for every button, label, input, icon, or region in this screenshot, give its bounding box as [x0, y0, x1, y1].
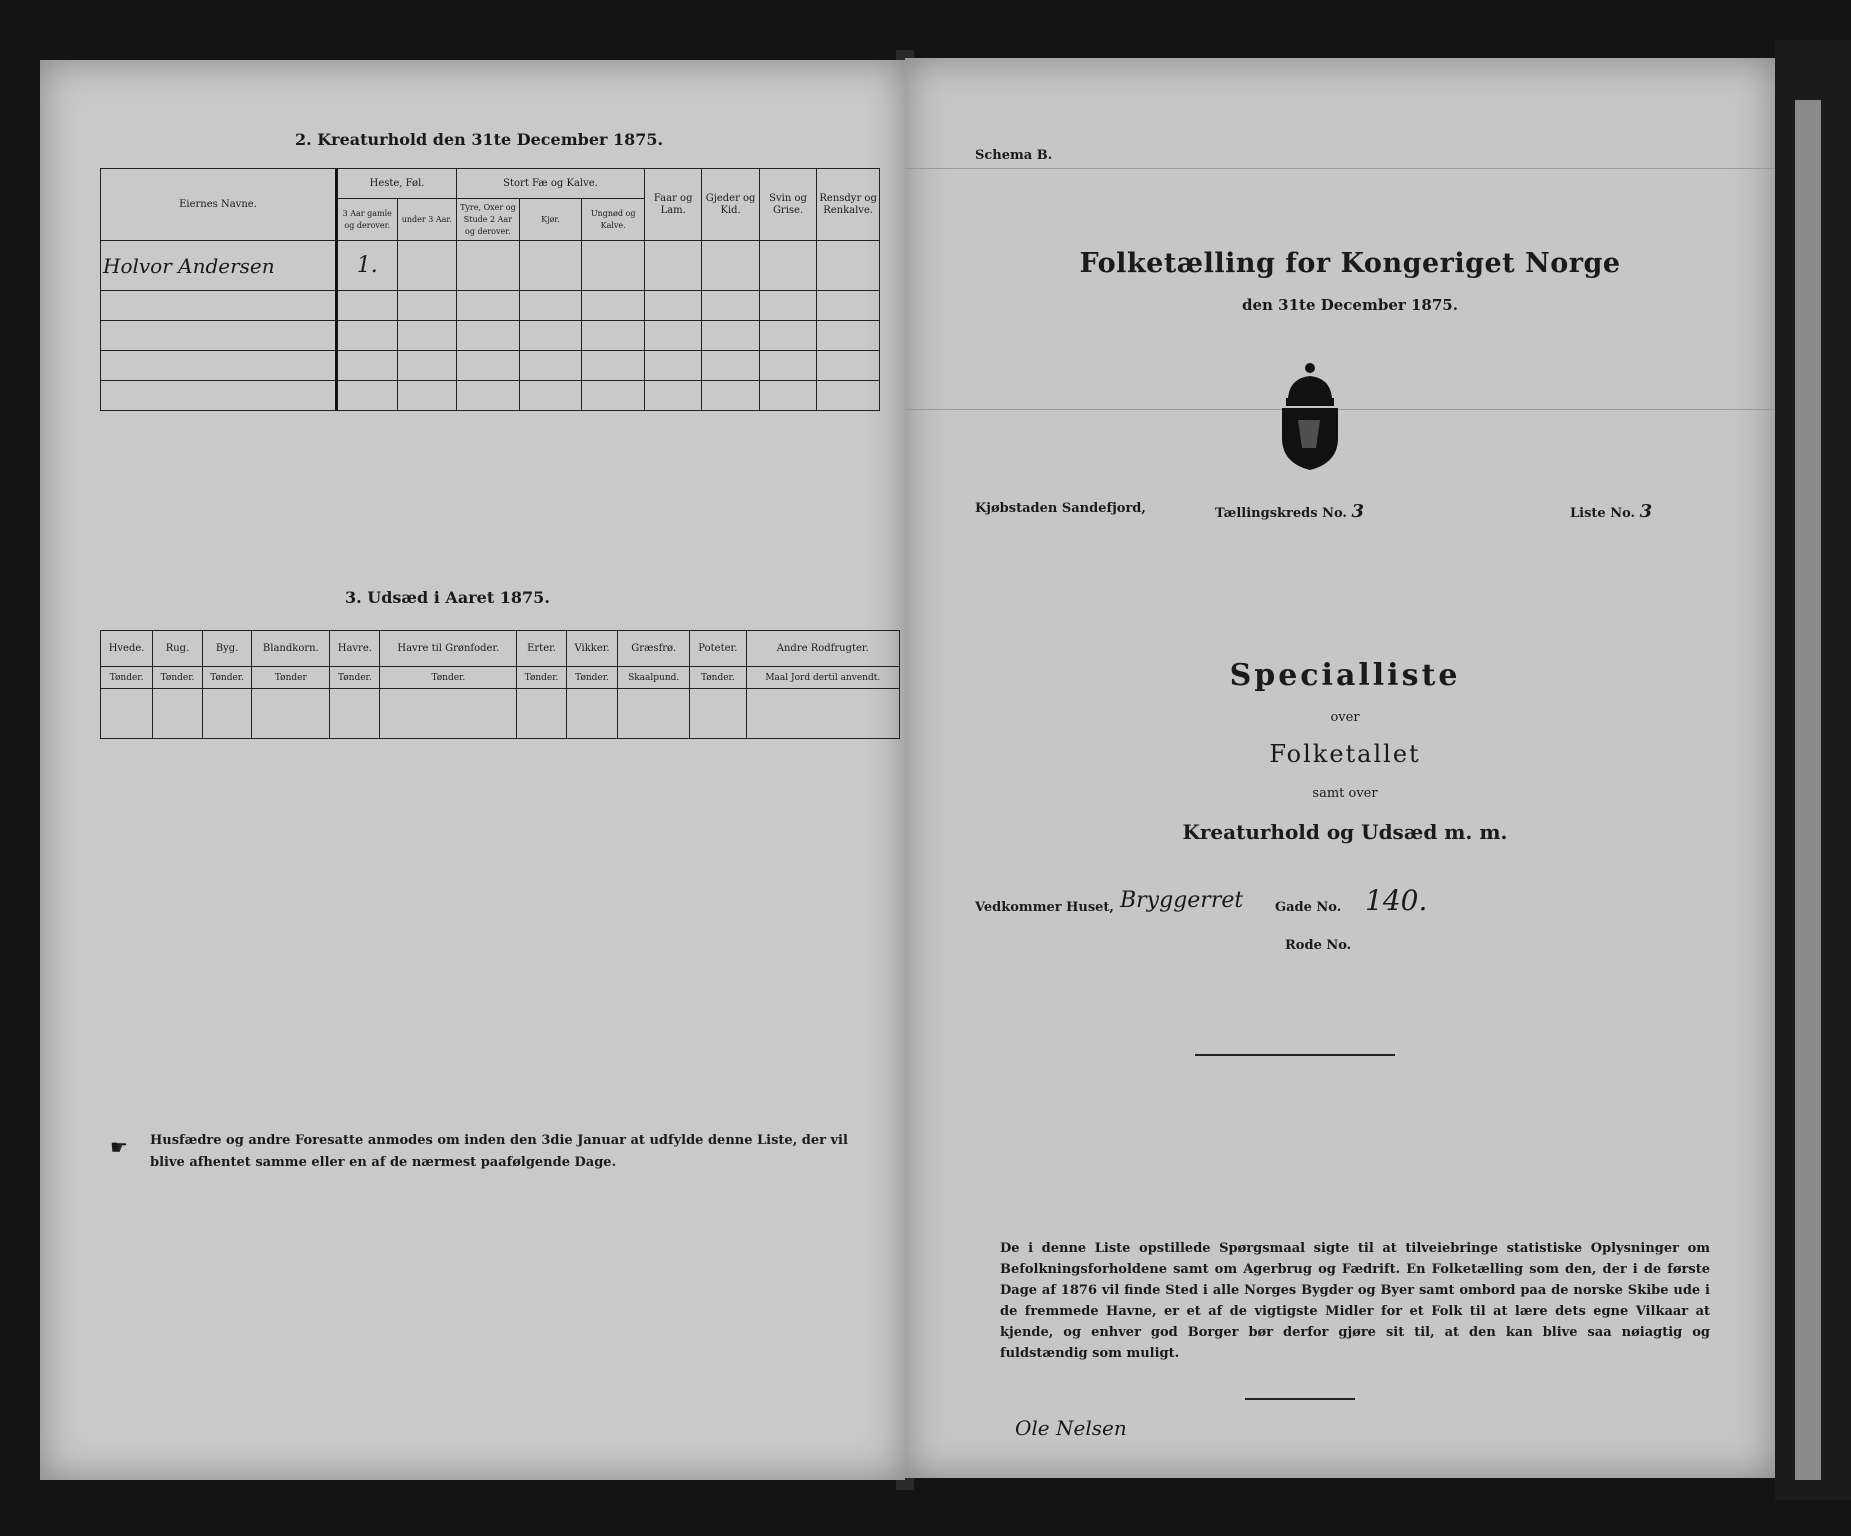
seed-header-8: Græsfrø.: [618, 631, 690, 667]
table-row: [101, 321, 880, 351]
over-text: over: [1330, 710, 1360, 725]
seed-unit-6: Tønder.: [517, 667, 567, 689]
seed-value-10: [746, 689, 899, 739]
divider-line-2: [1245, 1398, 1355, 1400]
seed-unit-0: Tønder.: [101, 667, 153, 689]
seed-header-1: Rug.: [153, 631, 203, 667]
seed-unit-3: Tønder: [252, 667, 330, 689]
right-page: [905, 58, 1775, 1478]
seed-value-1: [153, 689, 203, 739]
table-row: [101, 291, 880, 321]
header-owner: Eiernes Navne.: [101, 169, 337, 241]
seed-header-5: Havre til Grønfoder.: [380, 631, 517, 667]
seed-header-6: Erter.: [517, 631, 567, 667]
seed-header-row: [101, 631, 900, 667]
header-sheep: Faar og Lam.: [644, 169, 701, 241]
header-cattle-c: Ungnød og Kalve.: [582, 199, 645, 241]
header-reindeer: Rensdyr og Renkalve.: [817, 169, 880, 241]
kreds-value: 3: [1351, 501, 1364, 522]
vedkommer-label: Vedkommer Huset,: [975, 900, 1114, 915]
table-row: [101, 689, 900, 739]
samt-over-text: samt over: [1312, 786, 1378, 801]
seed-unit-8: Skaalpund.: [618, 667, 690, 689]
kreds-label: Tællingskreds No.: [1215, 506, 1347, 521]
seed-value-4: [330, 689, 380, 739]
seed-table: [100, 630, 900, 739]
gade-label: Gade No.: [1275, 900, 1342, 915]
kjobstad-value: Sandefjord,: [1061, 501, 1146, 516]
pointing-hand-icon: ☛: [110, 1135, 128, 1159]
section-3-title: 3. Udsæd i Aaret 1875.: [345, 588, 550, 607]
census-title: Folketælling for Kongeriget Norge: [1079, 248, 1621, 279]
schema-label: Schema B.: [975, 148, 1053, 163]
seed-units-row: [101, 667, 900, 689]
seed-value-3: [252, 689, 330, 739]
table-row: [101, 381, 880, 411]
house-name-handwritten: Bryggerret: [1120, 888, 1244, 913]
seed-header-2: Byg.: [202, 631, 252, 667]
header-cattle-a: Tyre, Oxer og Stude 2 Aar og derover.: [457, 199, 520, 241]
seed-header-9: Poteter.: [690, 631, 746, 667]
header-cattle-b: Kjør.: [519, 199, 582, 241]
seed-value-9: [690, 689, 746, 739]
seed-unit-9: Tønder.: [690, 667, 746, 689]
liste-value: 3: [1639, 501, 1653, 522]
kjobstad-label: Kjøbstaden: [975, 501, 1058, 516]
seed-header-3: Blandkorn.: [252, 631, 330, 667]
seed-header-10: Andre Rodfrugter.: [746, 631, 899, 667]
signature-handwritten: Ole Nelsen: [1015, 1416, 1127, 1440]
seed-value-0: [101, 689, 153, 739]
header-cattle: Stort Fæ og Kalve.: [457, 169, 645, 199]
seed-header-4: Havre.: [330, 631, 380, 667]
seed-value-8: [618, 689, 690, 739]
header-horse-b: under 3 Aar.: [397, 199, 457, 241]
header-goats: Gjeder og Kid.: [702, 169, 759, 241]
table-row: [101, 351, 880, 381]
seed-unit-2: Tønder.: [202, 667, 252, 689]
coat-of-arms-icon: [1270, 358, 1350, 473]
section-2-title: 2. Kreaturhold den 31te December 1875.: [295, 130, 664, 149]
page-edge-strip: [1795, 100, 1821, 1480]
liste-label: Liste No.: [1570, 506, 1636, 521]
divider-line: [1195, 1054, 1395, 1056]
specialliste-title: Specialliste: [1229, 658, 1461, 693]
horse-count-cell: 1.: [336, 241, 397, 291]
header-horse-a: 3 Aar gamle og derover.: [336, 199, 397, 241]
seed-unit-5: Tønder.: [380, 667, 517, 689]
notice-text: Husfædre og andre Foresatte anmodes om inden den 3die Januar at udfylde denne Liste, der vil blive afhentet samme eller en af de nærmest paafølgende Dage.: [150, 1133, 848, 1170]
seed-unit-4: Tønder.: [330, 667, 380, 689]
folketallet-title: Folketallet: [1269, 740, 1421, 768]
explanation-paragraph: De i denne Liste opstillede Spørgsmaal sigte til at tilveiebringe statistiske Oplysninger om Befolkningsforholdene samt om Agerbrug og Fædrift. En Folketælling som den, der i de første Dage af 1876 vil finde Sted i alle Norges Bygder og Byer samt ombord paa de norske Skibe ude i de fremmede Havne, er et af de vigtigste Midler for et Folk til at lære dets egne Vilkaar at kjende, og enhver god Borger bør derfor gjøre sit til, at den kan blive saa nøiagtig og fuldstændig som muligt.: [1000, 1241, 1710, 1361]
table-row: [101, 241, 880, 291]
seed-unit-10: Maal Jord dertil anvendt.: [746, 667, 899, 689]
page-edge: [1775, 40, 1851, 1500]
kreaturhold-title: Kreaturhold og Udsæd m. m.: [1182, 820, 1508, 844]
seed-unit-1: Tønder.: [153, 667, 203, 689]
left-page: [40, 60, 905, 1480]
seed-value-7: [566, 689, 617, 739]
gade-value: 140.: [1365, 884, 1428, 917]
seed-unit-7: Tønder.: [566, 667, 617, 689]
seed-value-5: [380, 689, 517, 739]
seed-header-0: Hvede.: [101, 631, 153, 667]
header-horses: Heste, Føl.: [336, 169, 456, 199]
seed-header-7: Vikker.: [566, 631, 617, 667]
seed-value-2: [202, 689, 252, 739]
rode-label: Rode No.: [1285, 938, 1352, 953]
census-date: den 31te December 1875.: [1242, 296, 1458, 314]
livestock-table: [100, 168, 880, 411]
seed-value-6: [517, 689, 567, 739]
header-pigs: Svin og Grise.: [759, 169, 816, 241]
owner-name-cell: Holvor Andersen: [101, 241, 337, 291]
